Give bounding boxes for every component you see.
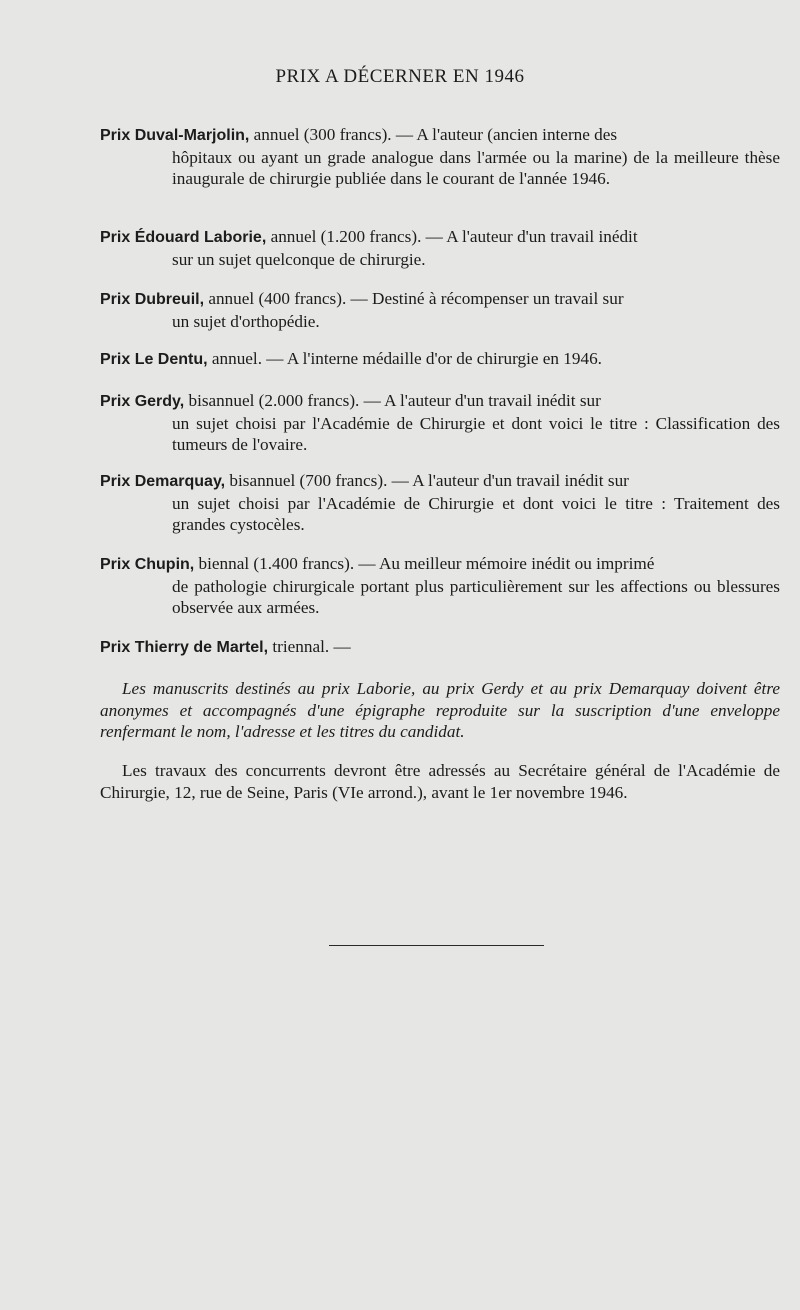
prize-entry xyxy=(100,390,780,456)
prize-name: Prix Dubreuil, xyxy=(100,291,205,308)
prize-description-continued: hôpitaux ou ayant un grade analogue dans l'armée ou la marine) de la meilleure thèse inaugurale de chirurgie publiée dans le courant de l'année 1946. xyxy=(172,147,780,188)
prize-entry xyxy=(100,470,780,536)
prize-entry xyxy=(100,636,780,659)
prize-description-continued: un sujet choisi par l'Académie de Chirurgie et dont voici le titre : Classification des tumeurs de l'ovaire. xyxy=(172,413,780,454)
prize-description: annuel (400 francs). — Destiné à récompenser un travail sur xyxy=(204,289,624,308)
prize-entry xyxy=(100,553,780,619)
prize-name: Prix Demarquay, xyxy=(100,473,226,490)
anonymity-note: Les manuscrits destinés au prix Laborie, au prix Gerdy et au prix Demarquay doivent être anonymes et accompagnés d'une épigraphe reproduite sur la suscription d'une enveloppe renfermant le nom, l'adresse et les titres du candidat. xyxy=(100,679,780,741)
prize-description: triennal. — xyxy=(268,637,351,656)
prize-entry xyxy=(100,348,780,371)
prize-description: annuel (300 francs). — A l'auteur (ancien interne des xyxy=(249,125,618,144)
prize-entry xyxy=(100,288,780,332)
prize-description: annuel (1.200 francs). — A l'auteur d'un travail inédit xyxy=(266,227,638,246)
prize-description-continued: sur un sujet quelconque de chirurgie. xyxy=(172,249,426,269)
prize-entry xyxy=(100,226,780,270)
prize-description-continued: de pathologie chirurgicale portant plus particulièrement sur les affections ou blessures observée aux armées. xyxy=(172,576,780,617)
prize-description: bisannuel (700 francs). — A l'auteur d'un travail inédit sur xyxy=(225,471,629,490)
prize-entry xyxy=(100,124,780,190)
prize-name: Prix Gerdy, xyxy=(100,393,185,410)
prize-name: Prix Édouard Laborie, xyxy=(100,229,267,246)
prize-description: annuel. — A l'interne médaille d'or de chirurgie en 1946. xyxy=(207,349,602,368)
prize-description-continued: un sujet choisi par l'Académie de Chirurgie et dont voici le titre : Traitement des grandes cystocèles. xyxy=(172,493,780,534)
prize-name: Prix Thierry de Martel, xyxy=(100,639,269,656)
submission-address-note: Les travaux des concurrents devront être adressés au Secrétaire général de l'Académie de Chirurgie, 12, rue de Seine, Paris (VIe arrond.), avant le 1er novembre 1946. xyxy=(100,761,780,802)
prize-description-continued: un sujet d'orthopédie. xyxy=(172,311,320,331)
prize-name: Prix Le Dentu, xyxy=(100,351,208,368)
end-rule xyxy=(329,945,544,946)
prize-name: Prix Duval-Marjolin, xyxy=(100,127,250,144)
prize-description: biennal (1.400 francs). — Au meilleur mémoire inédit ou imprimé xyxy=(194,554,655,573)
page-title: PRIX A DÉCERNER EN 1946 xyxy=(275,66,525,87)
prize-name: Prix Chupin, xyxy=(100,556,195,573)
prize-description: bisannuel (2.000 francs). — A l'auteur d'un travail inédit sur xyxy=(184,391,601,410)
